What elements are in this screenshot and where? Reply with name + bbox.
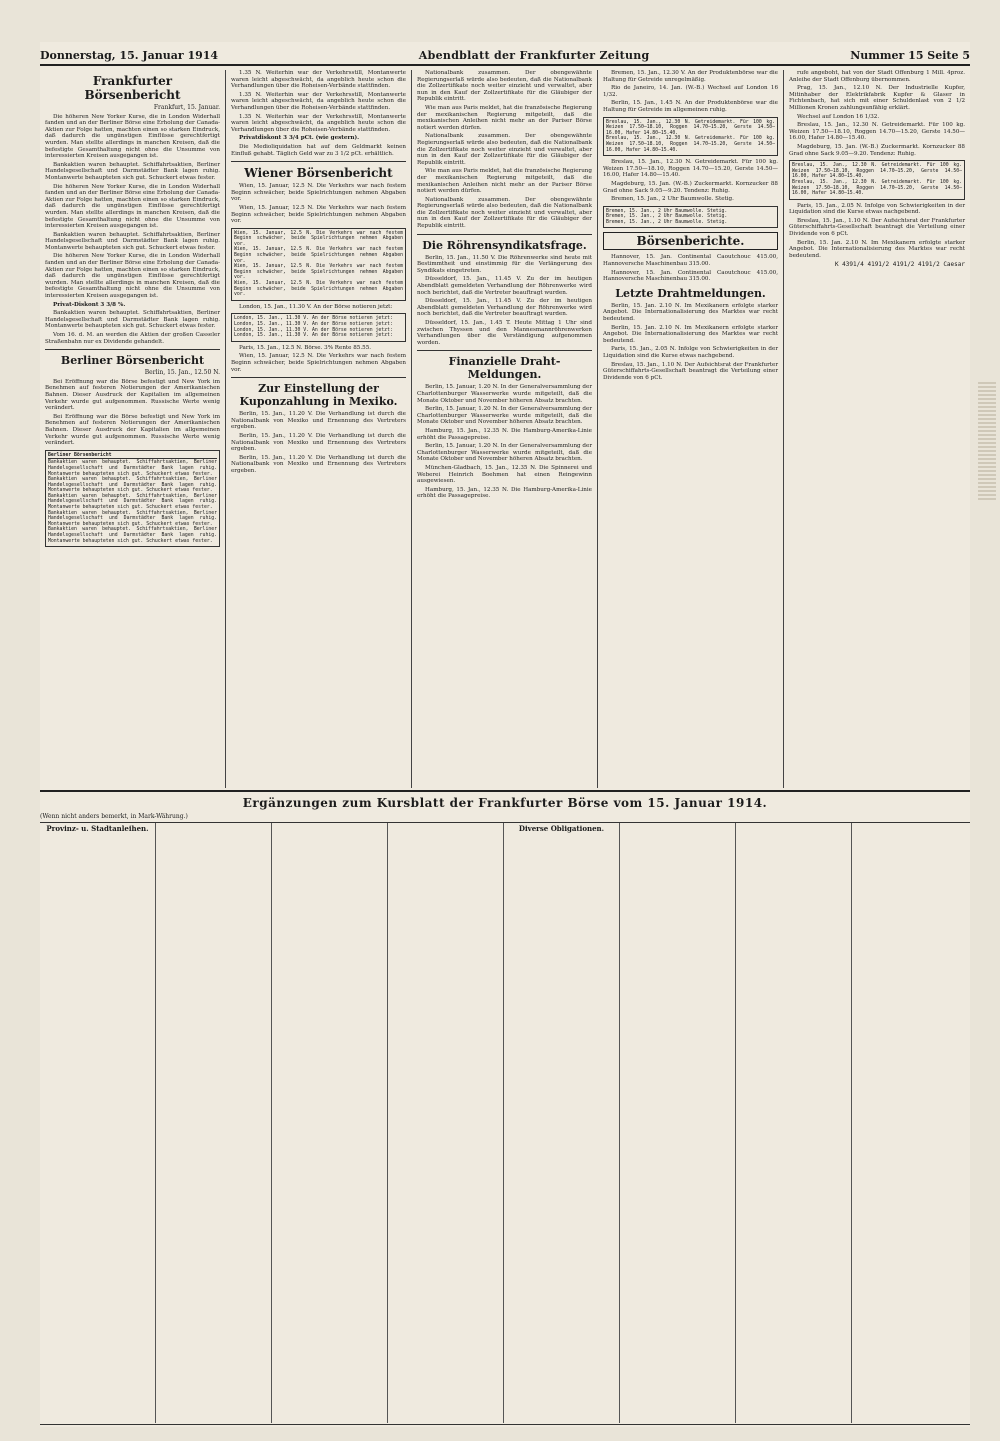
article-paragraph: Bremen, 15. Jan., 2 Uhr Baumwolle. Stetig.	[611, 196, 734, 203]
article-paragraph: Wien, 15. Januar, 12.5 N. Die Verkehrs war nach festem Beginn schwächer, beide Spielrichtungen nehmen Abgaben vor.	[231, 353, 406, 373]
article-paragraph: Hannover, 15. Jan. Continental Caoutchouc 415.00, Hannoversche Maschinenbau 315.00.	[603, 254, 778, 268]
quote-table-body: Bremen, 15. Jan., 2 Uhr Baumwolle. Stetig.	[606, 219, 728, 225]
quote-table-body: Breslau, 15. Jan., 12.30 N. Getreidemarkt. Für 100 kg. Weizen 17.50—18.10, Roggen 14.70—15.20, Gerste 14.50—16.00, Hafer 14.80—15.40.	[792, 163, 962, 180]
quote-table-body: Wien, 15. Januar, 12.5 N. Die Verkehrs war nach festem Beginn schwächer, beide Spielrichtungen nehmen Abgaben vor.	[234, 264, 403, 281]
privat-diskont: Privat-Diskont 3 3/8 %.	[53, 301, 126, 308]
quote-table-body: Wien, 15. Januar, 12.5 N. Die Verkehrs war nach festem Beginn schwächer, beide Spielrichtungen nehmen Abgaben vor.	[234, 247, 403, 264]
article-paragraph: Berlin, 15. Januar, 1.20 N. In der Generalversammlung der Charlottenburger Wasserwerke wurde mitgeteilt, daß die Monate Oktober und November höheren Absatz brachten.	[417, 443, 592, 463]
article-paragraph: 1.35 N. Weiterhin war der Verkehrsstill, Montanwerte waren leicht abgeschwächt, da angeblich heute schon die Verhandlungen über die Roheisen-Verbände stattfinden.	[231, 91, 406, 111]
supplement-column	[156, 823, 272, 1423]
quote-table	[231, 313, 406, 341]
article-paragraph: Die höheren New Yorker Kurse, die in London Widerhall fanden und an der Berliner Börse eine Erholung der Canada-Aktien zur Folge hatten, machten einen so starken Eindruck, daß dadurch die ungünstigen Einflüsse gerechtfertigt wurden. Man stellte allerdings in manchen Kreisen, daß die befestigte Gesamthaltung nicht ohne die Unsumme von interessierten Kreisen ausgegangen ist.	[45, 183, 220, 230]
article-paragraph: Düsseldorf, 15. Jan., 11.45 V. Zu der im heutigen Abendblatt gemeldeten Verhandlung der Röhrenwerke wird noch berichtet, daß die Vertreter beauftragt wurden.	[417, 298, 592, 318]
divider	[45, 349, 220, 350]
article-paragraph: Berlin, 15. Jan. 2.10 N. Im Mexikanern erfolgte starker Angebot. Die Internationalisierung des Marktes war recht bedeutend.	[603, 324, 778, 344]
article-paragraph: Magdeburg, 15. Jan. (W.-B.) Zuckermarkt. Kornzucker 88 Grad ohne Sack 9.05—9.20. Tendenz: Ruhig.	[789, 143, 965, 157]
quote-table	[603, 117, 778, 157]
article-paragraph: 1.35 N. Weiterhin war der Verkehrsstill, Montanwerte waren leicht abgeschwächt, da angeblich heute schon die Verhandlungen über die Roheisen-Verbände stattfinden.	[231, 113, 406, 133]
divider	[417, 234, 592, 235]
article-paragraph: Hamburg, 15. Jan., 12.35 N. Die Hamburg-Amerika-Linie erhöht die Passagepreise.	[417, 486, 592, 500]
article-paragraph: Nationalbank zusammen. Der obengewähnte Regierungserlaß würde also bedeuten, daß die Nationalbank die Zollzertifikate noch weiter einzieht und verwaltet, aber nun in den Kauf der Zollzertifikate für die Gläubiger der Republik eintritt.	[417, 196, 592, 230]
article-paragraph: Bankaktien waren behauptet. Schiffahrtsaktien, Berliner Handelsgesellschaft und Darmstädter Bank lagen ruhig. Montanwerte behaupteten sich gut. Schuckert etwas fester.	[45, 310, 220, 330]
headline-roehrensyndikatsfrage: Die Röhrensyndikatsfrage.	[422, 238, 587, 252]
quote-table-body: Wien, 15. Januar, 12.5 N. Die Verkehrs war nach festem Beginn schwächer, beide Spielrichtungen nehmen Abgaben vor.	[234, 281, 403, 298]
article-paragraph: Düsseldorf, 15. Jan., 1.45 T. Heute Mittag 1 Uhr sind zwischen Thyssen und den Mannesmannröhrenwerken Verhandlungen über die Verständigung aufgenommen worden.	[417, 320, 592, 346]
quote-table-body: Bankaktien waren behauptet. Schiffahrtsaktien, Berliner Handelsgesellschaft und Darmstädter Bank lagen ruhig. Montanwerte behaupteten sich gut. Schuckert etwas fester.	[48, 460, 217, 477]
quote-table-body: London, 15. Jan., 11.30 V. An der Börse notieren jetzt:	[234, 333, 393, 339]
article-paragraph: Berlin, 15. Jan., 11.50 V. Die Röhrenwerke sind heute mit Bestimmtheit und einstimmig für die Verlängerung des Syndikats eingetreten.	[417, 254, 592, 274]
supplement-title: Ergänzungen zum Kursblatt der Frankfurter Börse vom 15. Januar 1914.	[242, 796, 768, 810]
article-paragraph: Vom 16. d. M. an werden die Aktien der großen Casseler Straßenbahn nur ex Dividende gehandelt.	[45, 332, 220, 345]
supplement-column	[388, 823, 504, 1423]
article-paragraph: Breslau, 15. Jan., 1.10 N. Der Aufsichtsrat der Frankfurter Güterschiffahrts-Gesellschaft beantragt die Verteilung einer Dividende von 6 pCt.	[603, 361, 778, 381]
article-paragraph: Wechsel auf London 16 1/32.	[797, 113, 880, 120]
section-heading: Provinz- u. Stadtanleihen.	[46, 824, 149, 833]
quote-table	[789, 160, 965, 200]
divider	[417, 350, 592, 351]
quote-table-body: Wien, 15. Januar, 12.5 N. Die Verkehrs war nach festem Beginn schwächer, beide Spielrichtungen nehmen Abgaben vor.	[234, 230, 403, 247]
headline-frankfurter-boersenbericht: Frankfurter Börsenbericht	[84, 74, 181, 102]
article-paragraph: Breslau, 15. Jan., 1.10 N. Der Aufsichtsrat der Frankfurter Güterschiffahrts-Gesellschaft beantragt die Verteilung einer Dividende von 6 pCt.	[789, 217, 965, 238]
headline-boersenberichte: Börsenberichte.	[603, 232, 778, 250]
supplement-column	[852, 823, 968, 1423]
article-paragraph: Düsseldorf, 15. Jan., 11.45 V. Zu der im heutigen Abendblatt gemeldeten Verhandlung der Röhrenwerke wird noch berichtet, daß die Vertreter beauftragt wurden.	[417, 276, 592, 296]
article-paragraph: München-Gladbach, 15. Jan., 12.35 N. Die Spinnerei und Weberei Heinrich Boehmen hat einen Reingewinn ausgewiesen.	[417, 464, 592, 485]
article-paragraph: Paris, 15. Jan., 2.05 N. Infolge von Schwierigkeiten in der Liquidation sind die Kurse etwas nachgebend.	[789, 202, 965, 216]
masthead-date: Donnerstag, 15. Januar 1914	[40, 49, 219, 62]
article-paragraph: Berlin, 15. Jan., 11.20 V. Die Verhandlung ist durch die Nationalbank von Mexiko und Ernennung des Vertreters ergeben.	[231, 411, 406, 431]
headline-wiener-boersenbericht: Wiener Börsenbericht	[244, 166, 393, 181]
supplement-table	[40, 822, 970, 1423]
headline-letzte-drahtmeldungen: Letzte Drahtmeldungen.	[615, 286, 766, 300]
quote-table	[45, 450, 220, 548]
masthead-title: Abendblatt der Frankfurter Zeitung	[418, 49, 650, 62]
quote-table-body: Bankaktien waren behauptet. Schiffahrtsaktien, Berliner Handelsgesellschaft und Darmstädter Bank lagen ruhig. Montanwerte behaupteten sich gut. Schuckert etwas fester.	[48, 527, 217, 544]
article-paragraph: Berlin, 15. Jan., 11.20 V. Die Verhandlung ist durch die Nationalbank von Mexiko und Ernennung des Vertreters ergeben.	[231, 432, 406, 453]
quote-table-body: London, 15. Jan., 11.30 V. An der Börse notieren jetzt:	[234, 316, 393, 322]
article-paragraph: rufe angeboht, hat von der Stadt Offenburg 1 Mill. 4proz. Anleihe der Stadt Offenburg übernommen.	[789, 70, 965, 83]
divider	[231, 161, 406, 162]
supplement-note: (Wenn nicht anders bemerkt, in Mark-Währung.)	[40, 813, 188, 820]
quote-table	[231, 228, 406, 301]
column-1	[40, 70, 226, 788]
quote-table-header: Berliner Börsenbericht	[48, 453, 217, 460]
article-paragraph: Wien, 15. Januar, 12.5 N. Die Verkehrs war nach festem Beginn schwächer, beide Spielrichtungen nehmen Abgaben vor.	[231, 183, 406, 203]
article-paragraph: Die höheren New Yorker Kurse, die in London Widerhall fanden und an der Berliner Börse eine Erholung der Canada-Aktien zur Folge hatten, machten einen so starken Eindruck, daß dadurch die ungünstigen Einflüsse gerechtfertigt wurden. Man stellte allerdings in manchen Kreisen, daß die befestigte Gesamthaltung nicht ohne die Unsumme von interessierten Kreisen ausgegangen ist.	[45, 113, 220, 160]
article-paragraph: Wien, 15. Januar, 12.5 N. Die Verkehrs war nach festem Beginn schwächer, beide Spielrichtungen nehmen Abgaben vor.	[231, 204, 406, 225]
article-paragraph: Berlin, 15. Januar, 1.20 N. In der Generalversammlung der Charlottenburger Wasserwerke wurde mitgeteilt, daß die Monate Oktober und November höheren Absatz brachten.	[417, 406, 592, 426]
article-paragraph: Die Medioliquidation hat auf dem Geldmarkt keinen Einfluß gehabt. Täglich Geld war zu 3 1/2 pCt. erhältlich.	[231, 143, 406, 157]
dateline: Berlin, 15. Jan., 12.50 N.	[144, 369, 220, 377]
article-paragraph: Wie man aus Paris meldet, hat die französische Regierung der mexikanischen Regierung mitgeteilt, daß die mexikanischen Anleihen nicht mehr an der Pariser Börse notiert werden dürfen.	[417, 168, 592, 195]
supplement-column	[620, 823, 736, 1423]
article-paragraph: Wie man aus Paris meldet, hat die französische Regierung der mexikanischen Regierung mitgeteilt, daß die mexikanischen Anleihen nicht mehr an der Pariser Börse notiert werden dürfen.	[417, 104, 592, 131]
section-divider	[40, 790, 970, 792]
quote-table-body: Breslau, 15. Jan., 12.30 N. Getreidemarkt. Für 100 kg. Weizen 17.50—18.10, Roggen 14.70—15.20, Gerste 14.50—16.00, Hafer 14.80—15.40.	[792, 179, 962, 197]
article-paragraph: Prag, 15. Jan., 12.10 N. Der Industrielle Kupfer, Mitinhaber der Elektrikfabrik Kupfer & Glaser in Fichtenbach, hat sich mit einer Schuldenlast von 2 1/2 Millionen Kronen zahlungsunfähig erklärt.	[789, 85, 965, 111]
column-3	[412, 70, 598, 788]
quote-table-body: Breslau, 15. Jan., 12.30 N. Getreidemarkt. Für 100 kg. Weizen 17.50—18.10, Roggen 14.70—15.20, Gerste 14.50—16.00, Hafer 14.80—15.40.	[606, 136, 775, 153]
masthead-page-number: Nummer 15 Seite 5	[850, 49, 970, 62]
article-paragraph: Berlin, 15. Jan. 2.10 N. Im Mexikanern erfolgte starker Angebot. Die Internationalisierung des Marktes war recht bedeutend.	[603, 302, 778, 323]
supplement-column	[504, 823, 620, 1423]
headline-kuponzahlung-mexiko: Zur Einstellung der Kuponzahlung in Mexiko.	[239, 382, 398, 409]
footer-rule	[40, 1424, 970, 1425]
article-paragraph: Bankaktien waren behauptet. Schiffahrtsaktien, Berliner Handelsgesellschaft und Darmstädter Bank lagen ruhig. Montanwerte behaupteten sich gut. Schuckert etwas fester.	[45, 231, 220, 251]
quote-table-body: Bremen, 15. Jan., 2 Uhr Baumwolle. Stetig.	[606, 208, 728, 214]
article-paragraph: Berlin, 15. Jan., 1.45 N. An der Produktenbörse war die Haltung für Getreide im allgemeinen ruhig.	[603, 100, 778, 113]
quote-table-body: London, 15. Jan., 11.30 V. An der Börse notieren jetzt:	[234, 322, 393, 327]
quote-table-body: Breslau, 15. Jan., 12.30 N. Getreidemarkt. Für 100 kg. Weizen 17.50—18.10, Roggen 14.70—15.20, Gerste 14.50—16.00, Hafer 14.80—15.40.	[606, 119, 775, 136]
column-5	[784, 70, 970, 788]
article-paragraph: Hannover, 15. Jan. Continental Caoutchouc 415.00, Hannoversche Maschinenbau 315.00.	[603, 269, 778, 283]
article-paragraph: Breslau, 15. Jan., 12.30 N. Getreidemarkt. Für 100 kg. Weizen 17.50—18.10, Roggen 14.70—15.20, Gerste 14.50—16.00, Hafer 14.80—15.40.	[789, 122, 965, 142]
headline-berliner-boersenbericht: Berliner Börsenbericht	[60, 354, 205, 368]
column-2	[226, 70, 412, 788]
article-paragraph: Bremen, 15. Jan., 12.30 V. An der Produktenbörse war die Haltung für Getreide unregelmäßig.	[603, 70, 778, 83]
privat-diskont: Privatdiskont 3 3/4 pCt. (wie gestern).	[239, 135, 360, 142]
article-paragraph: London, 15. Jan., 11.30 V. An der Börse notieren jetzt:	[239, 303, 393, 310]
article-paragraph: Berlin, 15. Jan., 11.20 V. Die Verhandlung ist durch die Nationalbank von Mexiko und Ernennung des Vertreters ergeben.	[231, 454, 406, 474]
quote-table	[603, 206, 778, 229]
headline-finanzielle-draht-meldungen: Finanzielle Draht-Meldungen.	[448, 355, 561, 382]
dateline: Frankfurt, 15. Januar.	[153, 104, 220, 111]
article-paragraph: Bei Eröffnung war die Börse befestigt und New York im Benehmen auf festeren Notierungen der Amerikanischen Bahnen. Dieser Ausdruck der Kapitalien im allgemeinen Verkehr wurde gut aufgenommen. Russische Werte wenig verändert.	[45, 413, 220, 447]
masthead	[40, 42, 970, 66]
quote-table-body: Bremen, 15. Jan., 2 Uhr Baumwolle. Stetig.	[606, 214, 728, 220]
binding-margin	[978, 380, 996, 500]
quote-table-body: Bankaktien waren behauptet. Schiffahrtsaktien, Berliner Handelsgesellschaft und Darmstädter Bank lagen ruhig. Montanwerte behaupteten sich gut. Schuckert etwas fester.	[48, 477, 217, 494]
article-paragraph: Hamburg, 15. Jan., 12.35 N. Die Hamburg-Amerika-Linie erhöht die Passagepreise.	[417, 427, 592, 441]
quote-table-body: London, 15. Jan., 11.30 V. An der Börse notieren jetzt:	[234, 327, 393, 333]
article-paragraph: Rio de Janeiro, 14. Jan. (W.-B.) Wechsel auf London 16 1/32.	[603, 85, 778, 98]
quote-table-body: Bankaktien waren behauptet. Schiffahrtsaktien, Berliner Handelsgesellschaft und Darmstädter Bank lagen ruhig. Montanwerte behaupteten sich gut. Schuckert etwas fester.	[48, 510, 217, 527]
article-paragraph: Berlin, 15. Jan. 2.10 N. Im Mexikanern erfolgte starker Angebot. Die Internationalisierung des Marktes war recht bedeutend.	[789, 239, 965, 259]
article-paragraph: Nationalbank zusammen. Der obengewähnte Regierungserlaß würde also bedeuten, daß die Nationalbank die Zollzertifikate noch weiter einzieht und verwaltet, aber nun in den Kauf der Zollzertifikate für die Gläubiger der Republik eintritt.	[417, 133, 592, 166]
article-columns	[40, 70, 970, 788]
quote-table-body: Bankaktien waren behauptet. Schiffahrtsaktien, Berliner Handelsgesellschaft und Darmstädter Bank lagen ruhig. Montanwerte behaupteten sich gut. Schuckert etwas fester.	[48, 493, 217, 511]
article-paragraph: Magdeburg, 15. Jan. (W.-B.) Zuckermarkt. Kornzucker 88 Grad ohne Sack 9.05—9.20. Tendenz: Ruhig.	[603, 180, 778, 194]
column-4	[598, 70, 784, 788]
article-paragraph: Nationalbank zusammen. Der obengewähnte Regierungserlaß würde also bedeuten, daß die Nationalbank die Zollzertifikate noch weiter einzieht und verwaltet, aber nun in den Kauf der Zollzertifikate für die Gläubiger der Republik eintritt.	[417, 70, 592, 103]
divider	[231, 377, 406, 378]
article-paragraph: Die höheren New Yorker Kurse, die in London Widerhall fanden und an der Berliner Börse eine Erholung der Canada-Aktien zur Folge hatten, machten einen so starken Eindruck, daß dadurch die ungünstigen Einflüsse gerechtfertigt wurden. Man stellte allerdings in manchen Kreisen, daß die befestigte Gesamthaltung nicht ohne die Unsumme von interessierten Kreisen ausgegangen ist.	[45, 253, 220, 300]
newspaper-page	[40, 42, 970, 1427]
supplement-column	[736, 823, 852, 1423]
article-paragraph: Paris, 15. Jan., 2.05 N. Infolge von Schwierigkeiten in der Liquidation sind die Kurse etwas nachgebend.	[603, 346, 778, 359]
ticker-line: K 4391/4 4191/2 4191/2 4191/2 Caesar	[834, 261, 965, 269]
supplement-column	[272, 823, 388, 1423]
article-paragraph: Berlin, 15. Januar, 1.20 N. In der Generalversammlung der Charlottenburger Wasserwerke wurde mitgeteilt, daß die Monate Oktober und November höheren Absatz brachten.	[417, 384, 592, 404]
article-paragraph: Bankaktien waren behauptet. Schiffahrtsaktien, Berliner Handelsgesellschaft und Darmstädter Bank lagen ruhig. Montanwerte behaupteten sich gut. Schuckert etwas fester.	[45, 161, 220, 181]
article-paragraph: Bei Eröffnung war die Börse befestigt und New York im Benehmen auf festeren Notierungen der Amerikanischen Bahnen. Dieser Ausdruck der Kapitalien im allgemeinen Verkehr wurde gut aufgenommen. Russische Werte wenig verändert.	[45, 378, 220, 412]
article-paragraph: 1.35 N. Weiterhin war der Verkehrsstill, Montanwerte waren leicht abgeschwächt, da angeblich heute schon die Verhandlungen über die Roheisen-Verbände stattfinden.	[231, 70, 406, 90]
article-paragraph: Paris, 15. Jan., 12.5 N. Börse. 3% Rente 85.55.	[239, 344, 372, 351]
supplement-column	[40, 823, 156, 1423]
section-heading: Diverse Obligationen.	[518, 824, 605, 833]
article-paragraph: Breslau, 15. Jan., 12.30 N. Getreidemarkt. Für 100 kg. Weizen 17.50—18.10, Roggen 14.70—15.20, Gerste 14.50—16.00, Hafer 14.80—15.40.	[603, 159, 778, 179]
